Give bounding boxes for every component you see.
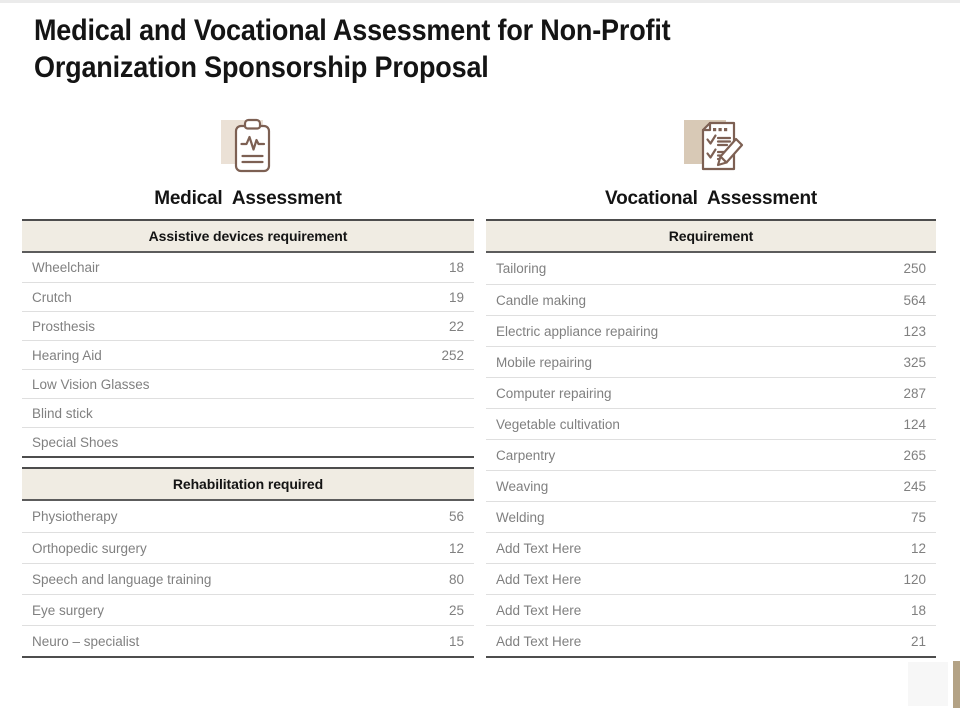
vocational-assessment-section [486, 112, 936, 658]
row-label: Low Vision Glasses [32, 376, 150, 392]
row-label: Orthopedic surgery [32, 540, 147, 556]
table-row [22, 282, 474, 311]
table-row [22, 253, 474, 282]
table-row [486, 284, 936, 315]
row-value: 15 [448, 633, 464, 649]
row-label: Hearing Aid [32, 347, 102, 363]
row-label: Blind stick [32, 405, 93, 421]
corner-square-decoration [908, 662, 948, 706]
table-row [486, 594, 936, 625]
table-row [486, 501, 936, 532]
row-label: Speech and language training [32, 571, 212, 587]
row-label: Mobile repairing [496, 354, 593, 370]
row-label: Special Shoes [32, 434, 119, 450]
row-value: 325 [903, 354, 926, 370]
slide-title-line2: Organization Sponsorship Proposal [34, 51, 489, 84]
table-row [486, 532, 936, 563]
table-row [22, 501, 474, 532]
row-label: Neuro – specialist [32, 633, 140, 649]
assistive-devices-table [22, 219, 474, 458]
row-label: Prosthesis [32, 318, 96, 334]
row-value: 22 [448, 318, 464, 334]
medical-assessment-heading: Medical Assessment [154, 188, 342, 209]
row-value: 123 [903, 323, 926, 339]
row-value: 120 [903, 571, 926, 587]
row-value: 12 [448, 540, 464, 556]
row-value: 18 [448, 260, 464, 275]
row-value: 250 [903, 261, 926, 276]
top-edge-strip [0, 0, 960, 3]
table-row [486, 439, 936, 470]
row-value: 80 [448, 571, 464, 587]
slide-title [34, 12, 670, 86]
medical-assessment-section [22, 112, 474, 658]
document-checklist-pencil-icon-svg [693, 118, 745, 176]
requirement-table-header: Requirement [486, 221, 936, 253]
row-label: Candle making [496, 292, 587, 308]
vocational-assessment-heading: Vocational Assessment [605, 188, 817, 209]
row-label: Computer repairing [496, 385, 612, 401]
assistive-devices-table-header: Assistive devices requirement [22, 221, 474, 253]
row-value: 19 [448, 289, 464, 305]
row-label: Tailoring [496, 261, 547, 276]
row-value: 75 [910, 509, 926, 525]
table-row [486, 346, 936, 377]
row-label: Crutch [32, 289, 72, 305]
row-label: Add Text Here [496, 602, 582, 618]
row-value: 18 [910, 602, 926, 618]
table-row [486, 470, 936, 501]
table-row [486, 408, 936, 439]
clipboard-pulse-icon [22, 112, 474, 184]
table-row [486, 377, 936, 408]
table-row [486, 253, 936, 284]
table-row [22, 427, 474, 456]
row-value: 124 [903, 416, 926, 432]
rehabilitation-table-header: Rehabilitation required [22, 469, 474, 501]
row-label: Electric appliance repairing [496, 323, 659, 339]
accent-bar-decoration [953, 661, 960, 708]
row-value: 21 [910, 633, 926, 649]
row-label: Vegetable cultivation [496, 416, 620, 432]
row-label: Carpentry [496, 447, 556, 463]
table-row [22, 594, 474, 625]
row-value: 252 [441, 347, 464, 363]
row-label: Welding [496, 509, 545, 525]
slide-title-line1: Medical and Vocational Assessment for Non-Profit [34, 14, 671, 47]
row-label: Add Text Here [496, 571, 582, 587]
table-row [486, 563, 936, 594]
table-row [22, 398, 474, 427]
rehabilitation-table [22, 467, 474, 658]
row-value: 25 [448, 602, 464, 618]
row-value: 287 [903, 385, 926, 401]
clipboard-pulse-icon-svg [230, 118, 276, 176]
table-row [22, 532, 474, 563]
table-row [486, 315, 936, 346]
row-value: 245 [903, 478, 926, 494]
row-label: Wheelchair [32, 260, 100, 275]
row-value: 12 [910, 540, 926, 556]
row-label: Add Text Here [496, 540, 582, 556]
row-value: 265 [903, 447, 926, 463]
row-value: 56 [448, 509, 464, 524]
row-label: Eye surgery [32, 602, 105, 618]
table-row [22, 369, 474, 398]
row-label: Add Text Here [496, 633, 582, 649]
document-checklist-pencil-icon [486, 112, 936, 184]
table-row [22, 625, 474, 656]
requirement-table [486, 219, 936, 658]
row-value: 564 [903, 292, 926, 308]
table-row [22, 311, 474, 340]
table-row [22, 563, 474, 594]
table-row [22, 340, 474, 369]
row-label: Weaving [496, 478, 549, 494]
row-label: Physiotherapy [32, 509, 118, 524]
table-row [486, 625, 936, 656]
